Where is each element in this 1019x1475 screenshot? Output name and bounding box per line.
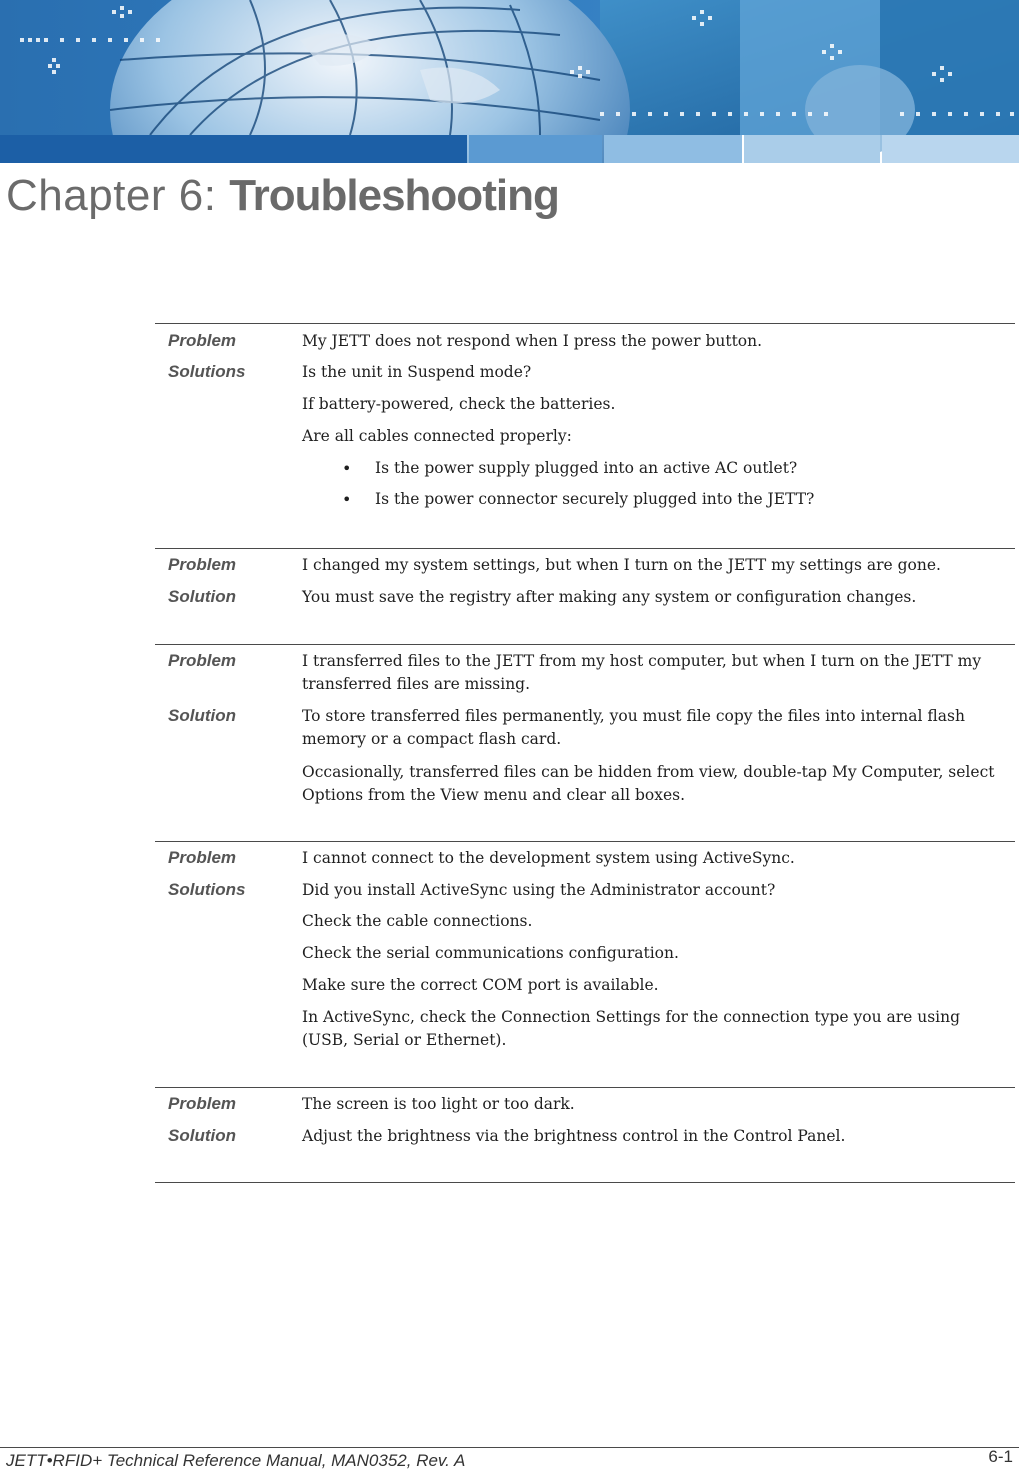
solution-label: Solutions	[168, 880, 246, 899]
bullet-text: Is the power connector securely plugged into the JETT?	[375, 490, 815, 508]
solution-text: You must save the registry after making any system or configuration changes.	[302, 588, 917, 606]
problem-block	[155, 1087, 1015, 1145]
solution-label: Solutions	[168, 362, 246, 381]
solution-text: Occasionally, transferred files can be hidden from view, double-tap My Computer, select Options from the View menu and clear all boxes.	[302, 763, 995, 804]
problem-text: I changed my system settings, but when I turn on the JETT my settings are gone.	[302, 556, 941, 574]
chapter-number: Chapter 6:	[6, 171, 230, 220]
problem-block	[155, 323, 1015, 509]
solution-text: If battery-powered, check the batteries.	[302, 395, 616, 413]
solution-text: Make sure the correct COM port is available.	[302, 976, 659, 994]
solution-label: Solution	[168, 1126, 236, 1145]
problem-label: Problem	[168, 555, 237, 574]
solution-text: Is the unit in Suspend mode?	[302, 363, 532, 381]
problem-text: My JETT does not respond when I press the power button.	[302, 332, 763, 350]
problem-label: Problem	[168, 651, 237, 670]
problem-label: Problem	[168, 331, 237, 350]
bullet-icon: •	[342, 459, 352, 478]
solution-text: Did you install ActiveSync using the Administrator account?	[302, 881, 776, 899]
footer-manual-title: JETT•RFID+ Technical Reference Manual, MAN0352, Rev. A	[6, 1451, 466, 1470]
problem-block	[155, 644, 1015, 804]
chapter-title: Troubleshooting	[229, 171, 559, 220]
problem-text: I transferred files to the JETT from my host computer, but when I turn on the JETT my transferred files are missing.	[302, 652, 982, 693]
problem-text: I cannot connect to the development system using ActiveSync.	[302, 849, 795, 867]
footer-page-number: 6-1	[988, 1447, 1013, 1466]
solution-text: Check the serial communications configuration.	[302, 944, 679, 962]
table-bottom-rule	[155, 1182, 1015, 1183]
problem-text: The screen is too light or too dark.	[302, 1095, 575, 1113]
problem-block	[155, 841, 1015, 1049]
solution-text: Are all cables connected properly:	[302, 427, 572, 445]
problem-label: Problem	[168, 848, 237, 867]
chapter-heading	[6, 168, 559, 224]
bullet-text: Is the power supply plugged into an active AC outlet?	[375, 459, 798, 477]
solution-text: Check the cable connections.	[302, 912, 533, 930]
bullet-icon: •	[342, 490, 352, 509]
problem-block	[155, 548, 1015, 606]
problem-label: Problem	[168, 1094, 237, 1113]
solution-label: Solution	[168, 706, 236, 725]
solution-text: Adjust the brightness via the brightness control in the Control Panel.	[302, 1127, 846, 1145]
chapter-banner-image	[0, 0, 1019, 163]
solution-text: To store transferred files permanently, you must file copy the files into internal flash memory or a compact flash card.	[302, 707, 965, 748]
footer-rule	[0, 1447, 1019, 1448]
solution-label: Solution	[168, 587, 236, 606]
solution-text: In ActiveSync, check the Connection Settings for the connection type you are using (USB, Serial or Ethernet).	[302, 1008, 961, 1049]
